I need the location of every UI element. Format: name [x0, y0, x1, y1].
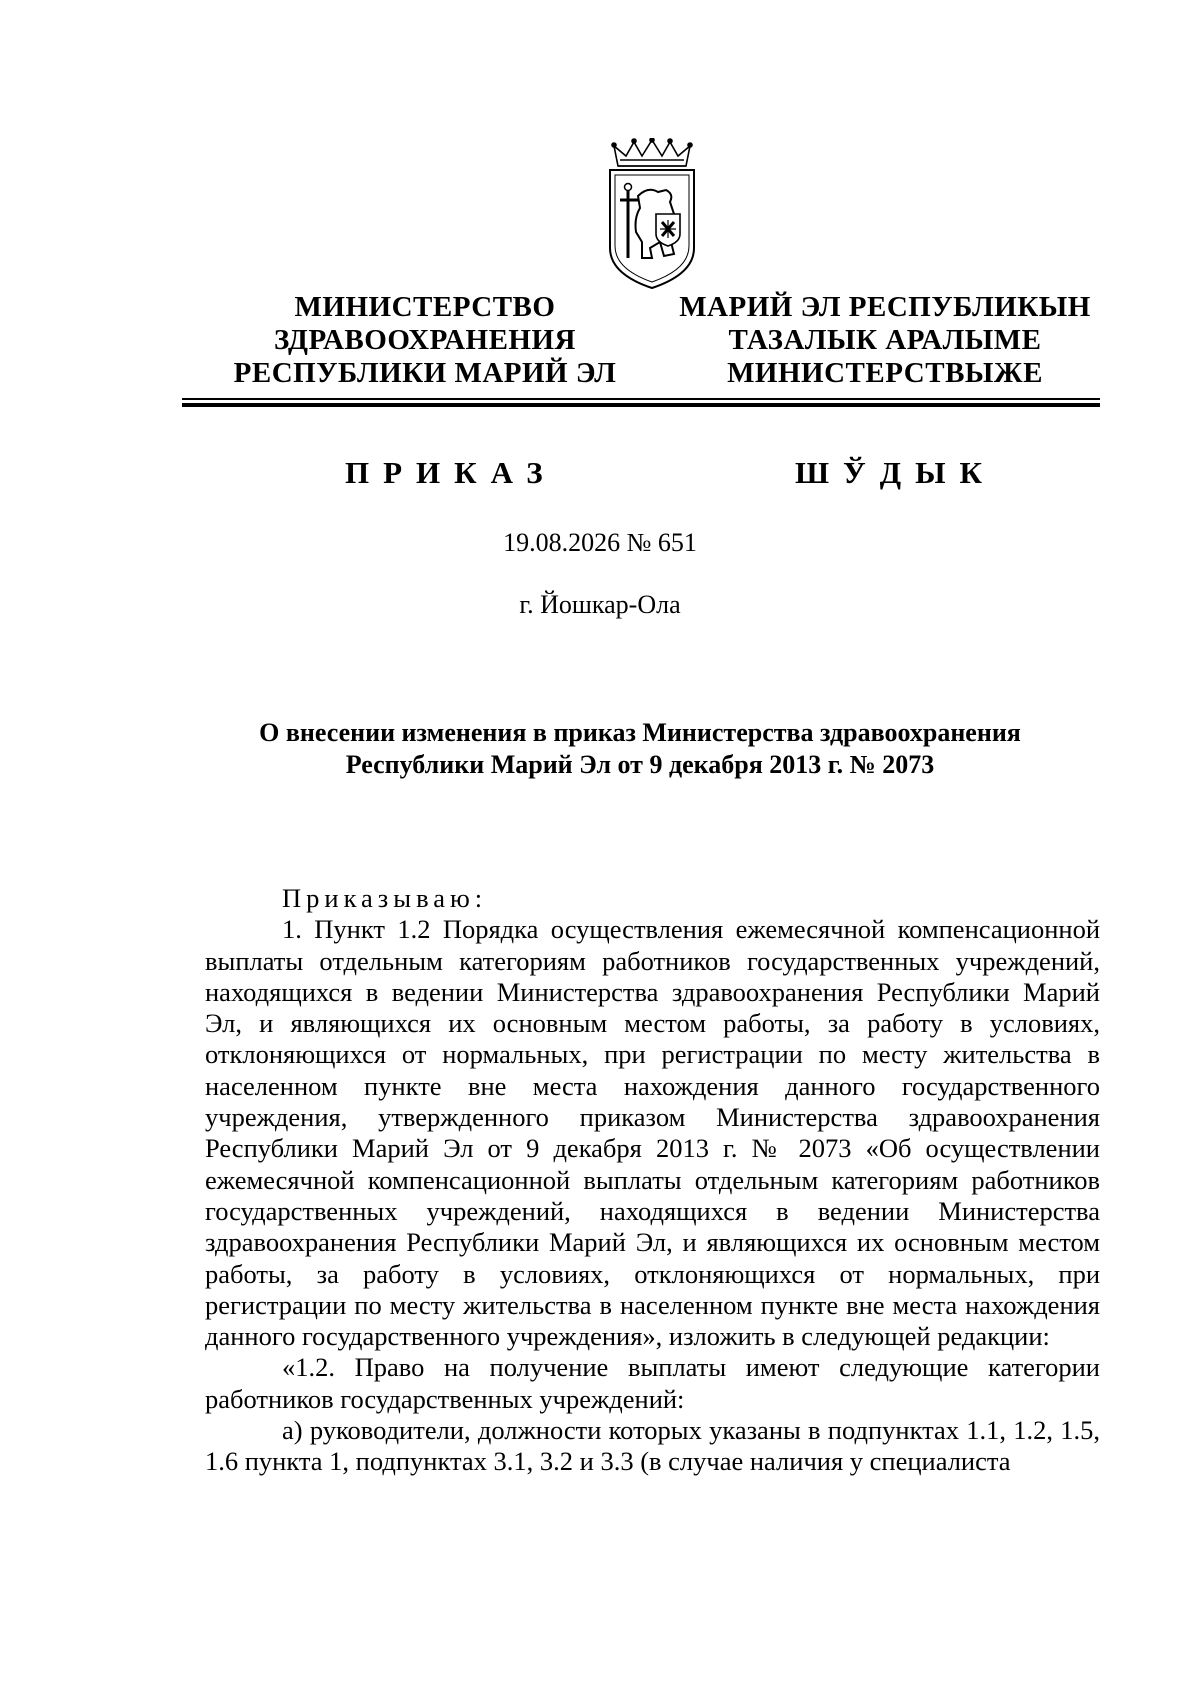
ministry-name-mari-line: ТАЗАЛЫК АРАЛЫМЕ [728, 324, 1042, 356]
header-divider-thick [182, 403, 1100, 407]
document-title [180, 717, 1100, 781]
ministry-name-mari-line: МАРИЙ ЭЛ РЕСПУБЛИКЫН [679, 291, 1091, 323]
ministry-name-ru [205, 291, 645, 390]
paragraph-2: «1.2. Право на получение выплаты имеют следующие категории работников государственных учреждений: [205, 1352, 1100, 1414]
ministry-name-ru-line: ЗДРАВООХРАНЕНИЯ [274, 324, 576, 356]
crown-icon [612, 138, 692, 166]
order-title-mari: ШЎДЫК [795, 455, 997, 490]
ministry-name-mari-line: МИНИСТЕРСТВЫЖЕ [727, 357, 1043, 389]
ministry-name-mari [665, 291, 1105, 390]
coat-of-arms-icon [604, 138, 700, 290]
document-body [205, 883, 1100, 1478]
order-verb: Приказываю: [282, 883, 488, 913]
order-date-number: 19.08.2026 № 651 [503, 528, 697, 557]
header-divider-thin [182, 398, 1100, 400]
document-title-line: О внесении изменения в приказ Министерства здравоохранения [259, 718, 1021, 747]
ministry-name-ru-line: РЕСПУБЛИКИ МАРИЙ ЭЛ [233, 357, 617, 389]
paragraph-3: а) руководители, должности которых указаны в подпунктах 1.1, 1.2, 1.5, 1.6 пункта 1, подпунктах 3.1, 3.2 и 3.3 (в случае наличия у специалиста [205, 1415, 1100, 1477]
order-city: г. Йошкар-Ола [519, 590, 681, 619]
ministry-name-ru-line: МИНИСТЕРСТВО [294, 291, 556, 323]
order-title-ru: ПРИКАЗ [345, 455, 557, 490]
document-title-line: Республики Марий Эл от 9 декабря 2013 г. № 2073 [345, 750, 935, 779]
paragraph-1: 1. Пункт 1.2 Порядка осуществления ежемесячной компенсационной выплаты отдельным категориям работников государственных учреждений, находящихся в ведении Министерства здравоохранения Республики Марий Эл, и являющихся их основным местом работы, за работу в условиях, отклоняющихся от нормальных, при регистрации по месту жительства в населенном пункте вне места нахождения данного государственного учреждения, утвержденного приказом Министерства здравоохранения Республики Марий Эл от 9 декабря 2013 г. № 2073 «Об осуществлении ежемесячной компенсационной выплаты отдельным категориям работников государственных учреждений, находящихся в ведении Министерства здравоохранения Республики Марий Эл, и являющихся их основным местом работы, за работу в условиях, отклоняющихся от нормальных, при регистрации по месту жительства в населенном пункте вне места нахождения данного государственного учреждения», изложить в следующей редакции: [205, 914, 1100, 1352]
